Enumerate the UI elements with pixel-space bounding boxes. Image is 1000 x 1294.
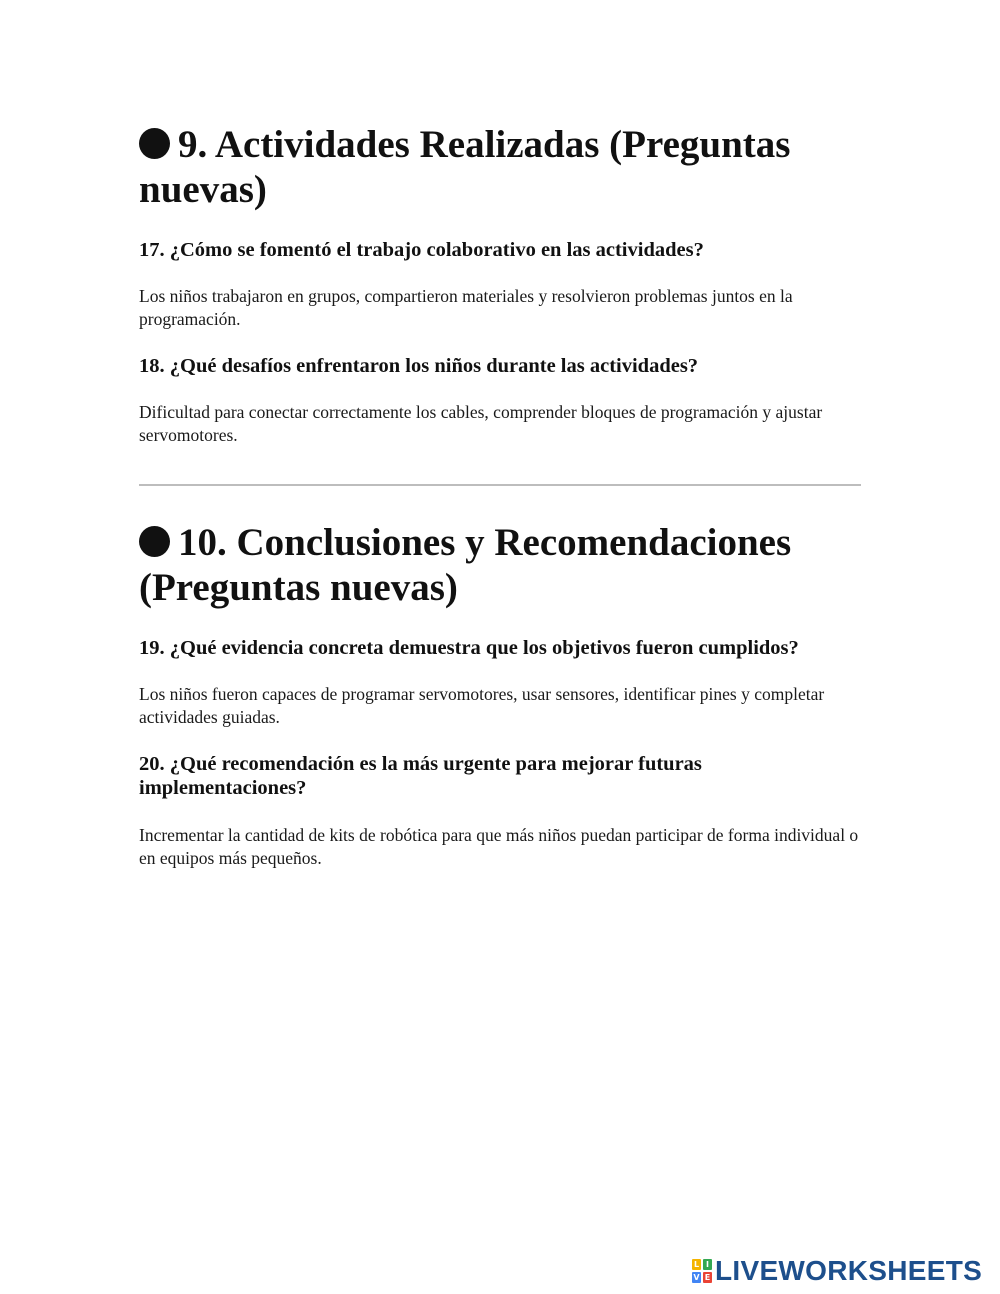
bullet-circle-icon	[139, 128, 170, 159]
logo-mark-letter: E	[704, 1273, 711, 1282]
logo-text: LIVEWORKSHEETS	[715, 1255, 983, 1286]
section-title-text: 10. Conclusiones y Recomendaciones (Preguntas nuevas)	[139, 521, 792, 609]
question-20: 20. ¿Qué recomendación es la más urgente para mejorar futuras implementaciones?	[139, 753, 702, 799]
logo-mark-letter: L	[693, 1260, 700, 1269]
bullet-circle-icon	[139, 526, 170, 557]
answer-20: Incrementar la cantidad de kits de robótica para que más niños puedan participar de forma individual o en equipos más pequeños.	[139, 825, 859, 868]
question-18: 18. ¿Qué desafíos enfrentaron los niños durante las actividades?	[139, 355, 699, 377]
section-title-text: 9. Actividades Realizadas (Preguntas nuevas)	[139, 123, 791, 211]
answer-18: Dificultad para conectar correctamente los cables, comprender bloques de programación y ajustar servomotores.	[139, 402, 823, 445]
answer-17: Los niños trabajaron en grupos, compartieron materiales y resolvieron problemas juntos en la programación.	[139, 286, 793, 329]
section-title-10	[139, 520, 861, 610]
liveworksheets-logo[interactable]	[692, 1257, 982, 1285]
answer-19: Los niños fueron capaces de programar servomotores, usar sensores, identificar pines y completar actividades guiadas.	[139, 684, 825, 727]
question-17: 17. ¿Cómo se fomentó el trabajo colaborativo en las actividades?	[139, 239, 704, 261]
section-divider	[139, 484, 861, 486]
logo-mark-letter: V	[693, 1273, 700, 1282]
section-title-9	[139, 122, 861, 212]
logo-mark-icon	[692, 1259, 712, 1283]
logo-mark-letter: I	[703, 1259, 712, 1270]
question-19: 19. ¿Qué evidencia concreta demuestra que los objetivos fueron cumplidos?	[139, 637, 799, 659]
